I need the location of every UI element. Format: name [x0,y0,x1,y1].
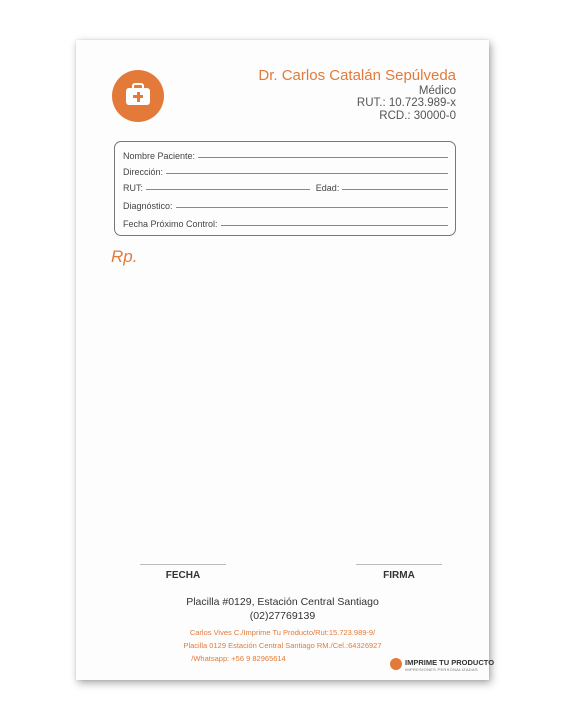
date-signature-line [140,564,226,565]
next-control-label: Fecha Próximo Control: [123,219,218,229]
address-label: Dirección: [123,167,164,177]
rut-line [146,189,310,190]
printer-line-1: Carlos Vives C./Imprime Tu Producto/Rut:15.723.989-9/ [189,628,376,637]
patient-name-field[interactable] [123,147,448,161]
address-field[interactable] [123,163,448,177]
diagnosis-label: Diagnóstico: [123,201,173,211]
printer-line-2: Placilla 0129 Estación Central Santiago RM./Cel.:64326927 [183,641,382,650]
next-control-line [221,225,448,226]
doctor-title: Médico [418,85,456,97]
brand-name: IMPRIME TU PRODUCTO [405,658,495,667]
rp-label: Rp. [111,247,138,266]
doctor-name: Dr. Carlos Catalán Sepúlveda [258,67,456,84]
sign-label: FIRMA [383,570,415,581]
next-control-field[interactable] [123,215,448,229]
patient-info-box [114,141,456,236]
office-address: Placilla #0129, Estación Central Santiago [186,596,379,608]
lightbulb-icon [390,658,402,670]
sign-signature-line [356,564,442,565]
patient-name-line [198,157,448,158]
rut-label: RUT: [123,183,143,193]
date-label: FECHA [165,570,201,581]
rut-age-field[interactable] [123,179,448,193]
diagnosis-field[interactable] [123,197,448,211]
doctor-rcd: RCD.: 30000-0 [379,110,456,122]
brand-tagline: IMPRESIONES PERSONALIZADAS [405,667,478,672]
age-label: Edad: [315,183,340,193]
prescription-sheet [76,40,495,680]
age-line [342,189,448,190]
printer-line-3: /Whatsapp: +56 9 82965614 [191,654,286,663]
medical-kit-icon [126,88,150,105]
patient-name-label: Nombre Paciente: [123,151,196,161]
logo-badge [112,70,164,122]
doctor-rut: RUT.: 10.723.989-x [356,97,456,109]
address-line [166,173,448,174]
office-phone: (02)27769139 [249,610,316,622]
diagnosis-line [176,207,448,208]
